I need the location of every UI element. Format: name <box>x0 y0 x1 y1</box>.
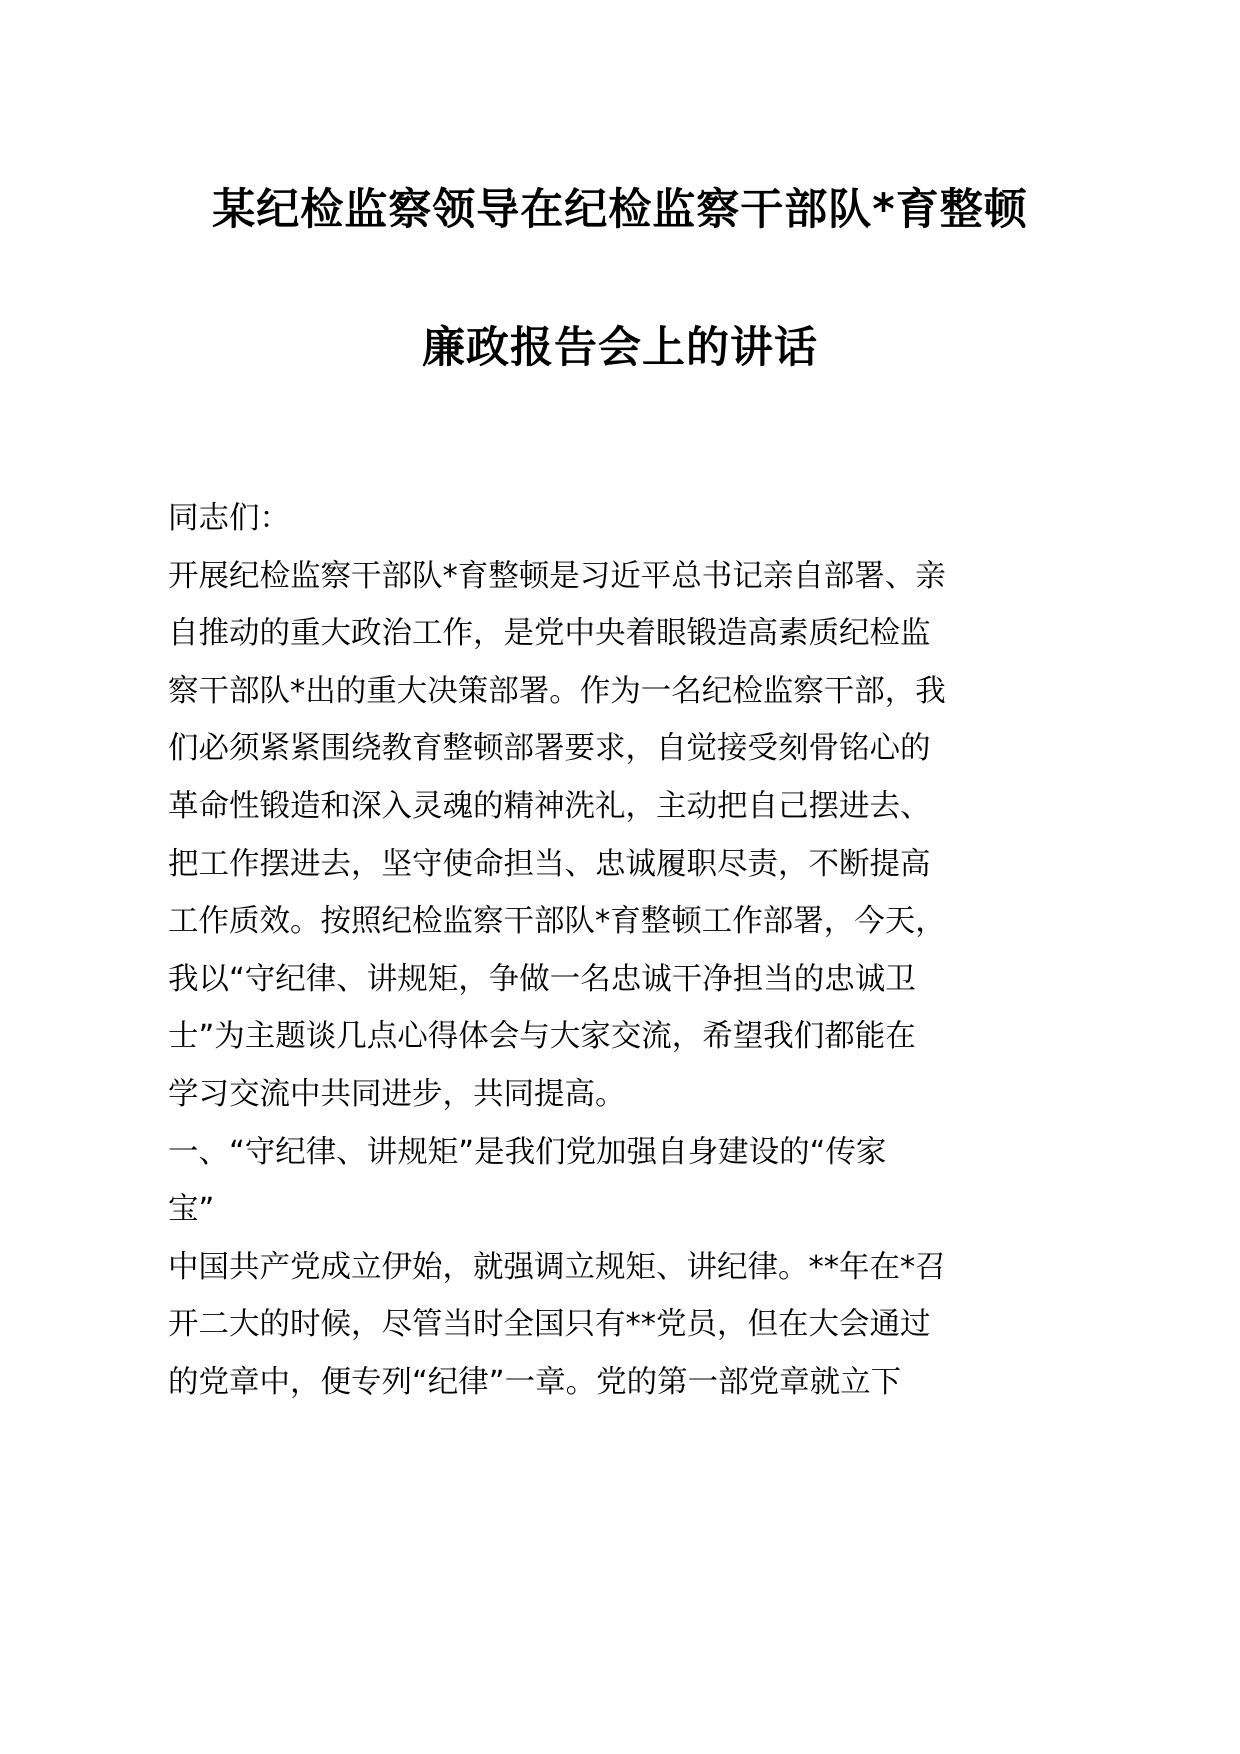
paragraph-line: 中国共产党成立伊始，就强调立规矩、讲纪律。**年在*召 <box>168 1249 946 1285</box>
document-title-line-2: 廉政报告会上的讲话 <box>422 323 818 373</box>
paragraph-line: 学习交流中共同进步，共同提高。 <box>168 1076 626 1112</box>
salutation: 同志们： <box>168 501 290 536</box>
paragraph-line: 开展纪检监察干部队*育整顿是习近平总书记亲自部署、亲 <box>168 558 946 594</box>
paragraph-line: 革命性锻造和深入灵魂的精神洗礼，主动把自己摆进去、 <box>168 788 931 824</box>
paragraph-line: 工作质效。按照纪检监察干部队*育整顿工作部署，今天， <box>168 904 946 940</box>
paragraph-line: 察干部队*出的重大决策部署。作为一名纪检监察干部，我 <box>168 673 946 709</box>
paragraph-line: 士”为主题谈几点心得体会与大家交流，希望我们都能在 <box>168 1019 916 1055</box>
paragraph-line: 开二大的时候，尽管当时全国只有**党员，但在大会通过 <box>168 1307 931 1343</box>
section-heading-line: 一、“守纪律、讲规矩”是我们党加强自身建设的“传家 <box>168 1134 887 1170</box>
paragraph-line: 我以“守纪律、讲规矩，争做一名忠诚干净担当的忠诚卫 <box>168 961 916 997</box>
document-title-line-1: 某纪检监察领导在纪检监察干部队*育整顿 <box>212 185 1028 235</box>
paragraph-line: 自推动的重大政治工作，是党中央着眼锻造高素质纪检监 <box>168 616 931 652</box>
paragraph-line: 们必须紧紧围绕教育整顿部署要求，自觉接受刻骨铭心的 <box>168 731 931 767</box>
section-heading-line: 宝” <box>168 1192 215 1228</box>
paragraph-line: 把工作摆进去，坚守使命担当、忠诚履职尽责，不断提高 <box>168 846 931 882</box>
paragraph-line: 的党章中，便专列“纪律”一章。党的第一部党章就立下 <box>168 1364 902 1400</box>
document-body <box>168 490 1068 1412</box>
